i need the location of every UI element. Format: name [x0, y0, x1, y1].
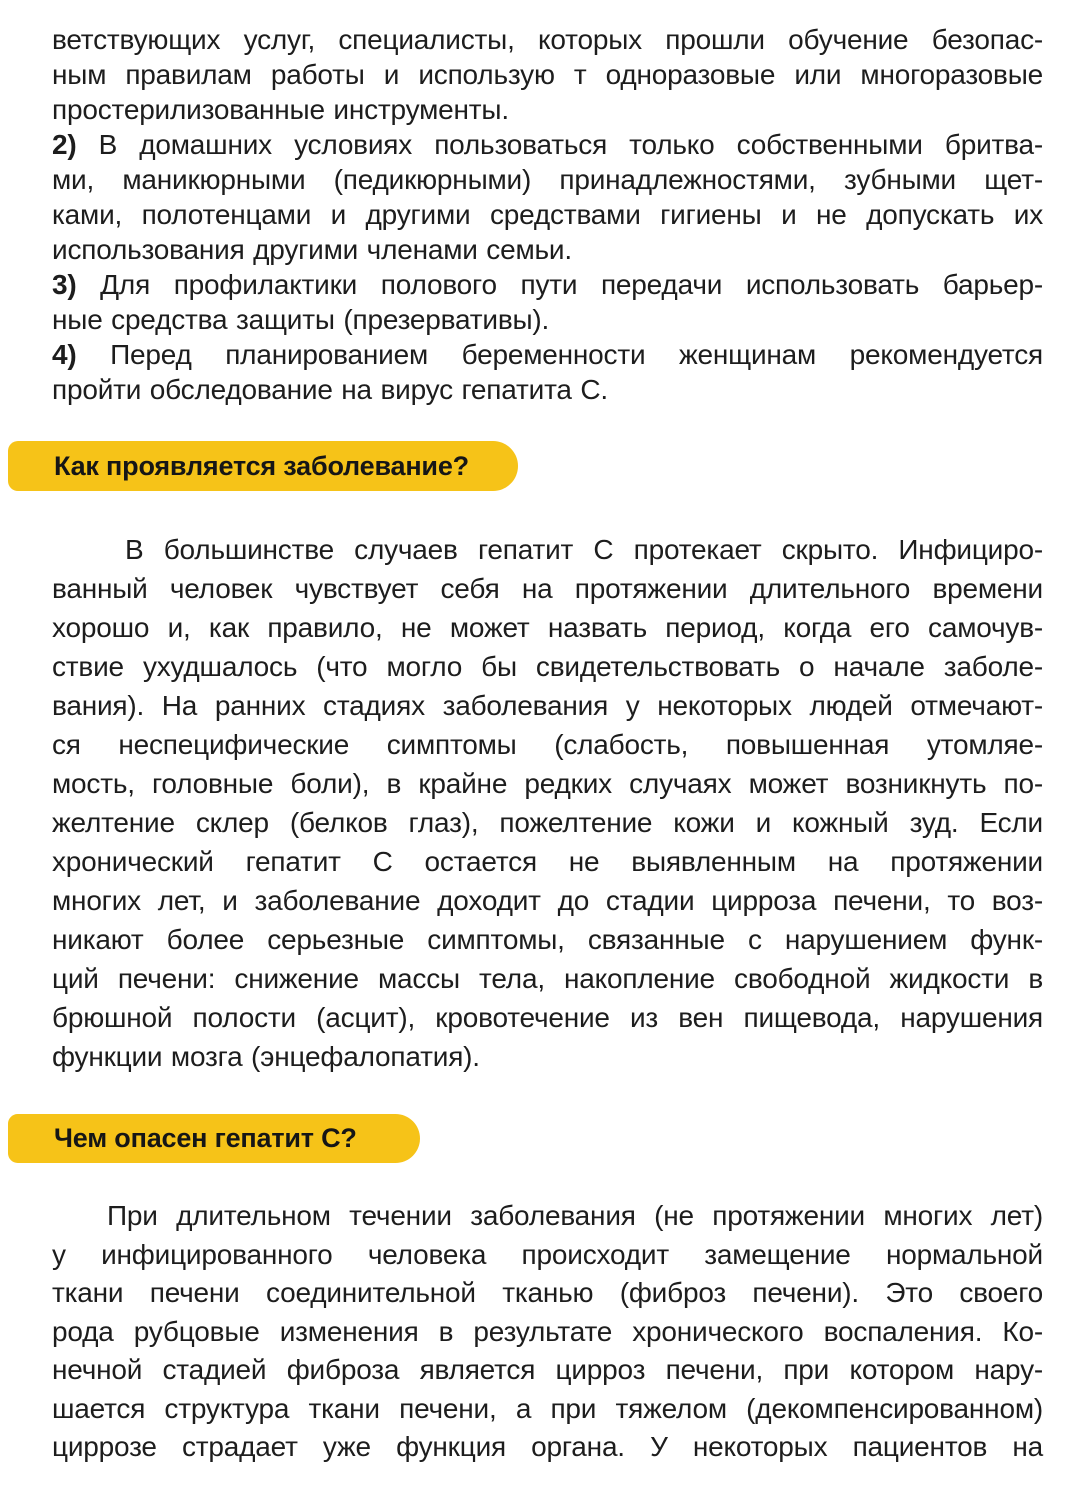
line-text: пройти обследование на вирус гепатита С. [52, 374, 608, 405]
section2-heading-badge [8, 1114, 420, 1163]
text-line [52, 162, 1043, 197]
text-line [52, 232, 1043, 267]
line-text: простерилизованные инструменты. [52, 94, 509, 125]
text-line: ткани печени соединительной тканью (фиброз печени). Это своего [52, 1277, 1043, 1308]
text-line: циррозе страдает уже функция органа. У некоторых пациентов на [52, 1431, 1043, 1462]
line-text: ками, полотенцами и другими средствами гигиены и не допускать их [52, 199, 1043, 230]
list-item-number: 4) [52, 339, 77, 370]
text-line: ций печени: снижение массы тела, накопление свободной жидкости в [52, 963, 1043, 994]
text-line: нечной стадией фиброза является цирроз печени, при котором нару- [52, 1354, 1043, 1385]
list-item-number: 3) [52, 269, 77, 300]
text-line: хорошо и, как правило, не может назвать период, когда его самочув- [52, 612, 1043, 643]
section-heading: Как проявляется заболевание? [54, 450, 469, 481]
text-line [52, 57, 1043, 92]
line-text: ные средства защиты (презервативы). [52, 304, 550, 335]
text-line [52, 267, 1043, 302]
text-line: у инфицированного человека происходит замещение нормальной [52, 1238, 1043, 1270]
text-line: функции мозга (энцефалопатия). [52, 1041, 480, 1072]
text-line: В большинстве случаев гепатит С протекает скрыто. Инфициро- [125, 534, 1043, 565]
section1-heading-badge [8, 441, 518, 491]
intro-paragraphs [52, 22, 1043, 407]
text-line: ся неспецифические симптомы (слабость, повышенная утомляе- [52, 729, 1043, 760]
line-text: Для профилактики полового пути передачи использовать барьер- [100, 269, 1043, 300]
section2-paragraph [52, 1197, 1043, 1467]
text-line: При длительном течении заболевания (не протяжении многих лет) [107, 1200, 1043, 1231]
line-text: ми, маникюрными (педикюрными) принадлежностями, зубными щет- [52, 164, 1043, 195]
text-line: мость, головные боли), в крайне редких случаях может возникнуть по- [52, 768, 1043, 799]
section1-paragraph [52, 530, 1043, 1076]
text-line: вания). На ранних стадиях заболевания у некоторых людей отмечают- [52, 690, 1043, 721]
text-line [52, 197, 1043, 232]
text-line: шается структура ткани печени, а при тяжелом (декомпенсированном) [52, 1392, 1043, 1424]
section-heading: Чем опасен гепатит С? [54, 1123, 357, 1153]
text-line: ванный человек чувствует себя на протяжении длительного времени [52, 573, 1043, 604]
text-line [52, 22, 1043, 57]
line-text: ным правилам работы и использую т одноразовые или многоразовые [52, 59, 1043, 90]
text-line [52, 92, 1043, 127]
text-line [52, 302, 1043, 337]
text-line: никают более серьезные симптомы, связанные с нарушением функ- [52, 924, 1043, 955]
line-text: ветствующих услуг, специалисты, которых прошли обучение безопас- [52, 24, 1043, 55]
text-line: ствие ухудшалось (что могло бы свидетельствовать о начале заболе- [52, 651, 1043, 682]
text-line [52, 337, 1043, 372]
text-line: хронический гепатит С остается не выявленным на протяжении [52, 846, 1043, 877]
text-line: рода рубцовые изменения в результате хронического воспаления. Ко- [52, 1315, 1043, 1347]
line-text: В домашних условиях пользоваться только собственными бритва- [98, 129, 1043, 160]
text-line [52, 372, 1043, 407]
text-line [52, 127, 1043, 162]
line-text: использования другими членами семьи. [52, 234, 572, 265]
text-line: брюшной полости (асцит), кровотечение из вен пищевода, нарушения [52, 1002, 1043, 1033]
text-line: желтение склер (белков глаз), пожелтение кожи и кожный зуд. Если [52, 807, 1043, 838]
list-item-number: 2) [52, 129, 77, 160]
line-text: Перед планированием беременности женщинам рекомендуется [110, 339, 1043, 370]
text-line: многих лет, и заболевание доходит до стадии цирроза печени, то воз- [52, 885, 1043, 916]
